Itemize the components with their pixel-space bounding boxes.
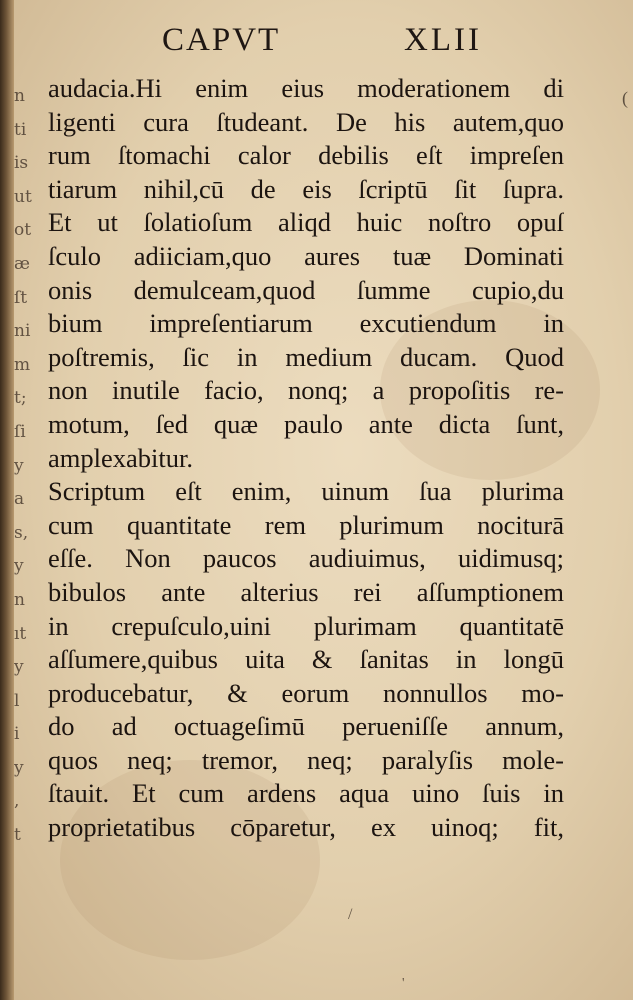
folio-number: XLII: [404, 22, 482, 58]
previous-page-fragment: s,: [14, 522, 29, 543]
previous-page-fragment: ni: [14, 321, 31, 342]
text-line: Scriptum eſt enim, uinum ſua plurima: [48, 476, 564, 507]
previous-page-fragment: n: [14, 589, 25, 610]
previous-page-fragment: æ: [14, 253, 30, 274]
text-line: ligenti cura ſtudeant. De his autem,quo: [48, 106, 564, 137]
previous-page-fragment: ıt: [14, 623, 27, 644]
previous-page-fragment: y: [14, 556, 24, 577]
text-line: do ad octuageſimū perueniſſe annum,: [48, 711, 564, 742]
text-line: quos neq; tremor, neq; paralyſis mole-: [48, 744, 564, 775]
text-line: non inutile facio, nonq; a propoſitis re-: [48, 375, 564, 406]
text-line: ſculo adiiciam,quo aures tuæ Dominati: [48, 240, 564, 271]
text-line: ſtauit. Et cum ardens aqua uino ſuis in: [48, 778, 564, 809]
previous-page-fragment: y: [14, 455, 24, 476]
previous-page-fragment: ti: [14, 119, 27, 140]
previous-page-fragment: ot: [14, 220, 32, 241]
previous-page-fragments: [14, 80, 34, 853]
running-head: CAPVT: [162, 22, 281, 58]
text-line: in crepuſculo,uini plurimam quantitatē: [48, 610, 564, 641]
margin-mark-bottom-small: ': [402, 976, 405, 991]
text-line: onis demulceam,quod ſumme cupio,du: [48, 274, 564, 305]
previous-page-fragment: n: [14, 86, 25, 106]
text-line: eſſe. Non paucos audiuimus, uidimusq;: [48, 543, 564, 574]
text-line: poſtremis, ſic in medium ducam. Quod: [48, 341, 564, 372]
text-line: amplexabitur.: [48, 442, 193, 473]
margin-mark-right: (: [622, 88, 628, 108]
binding-gutter: [0, 0, 14, 1000]
previous-page-fragment: y: [14, 757, 24, 778]
text-line: audacia.Hi enim eius moderationem di: [48, 73, 564, 103]
text-line: cum quantitate rem plurimum nociturā: [48, 509, 564, 540]
text-line: motum, ſed quæ paulo ante dicta ſunt,: [48, 408, 564, 439]
previous-page-fragment: t;: [14, 388, 27, 409]
text-line: producebatur, & eorum nonnullos mo-: [48, 677, 564, 708]
previous-page-fragment: t: [14, 825, 21, 846]
previous-page-fragment: ut: [14, 186, 32, 207]
body-text: [48, 72, 564, 845]
page-header: [0, 22, 633, 66]
previous-page-fragment: is: [14, 153, 29, 174]
text-line: Et ut ſolatioſum aliqd huic noſtro opuſ: [48, 207, 564, 238]
text-line: bium impreſentiarum excutiendum in: [48, 308, 564, 339]
previous-page-fragment: ſt: [14, 287, 28, 308]
previous-page-fragment: ſi: [14, 421, 26, 442]
previous-page-fragment: a: [14, 489, 25, 510]
text-line: rum ſtomachi calor debilis eſt impreſen: [48, 140, 564, 171]
text-line: bibulos ante alterius rei aſſumptionem: [48, 576, 564, 607]
text-line: aſſumere,quibus uita & ſanitas in longū: [48, 644, 564, 675]
previous-page-fragment: m: [14, 354, 31, 375]
previous-page-fragment: ,: [14, 791, 20, 812]
previous-page-fragment: i: [14, 724, 20, 745]
margin-mark-bottom: /: [348, 906, 353, 923]
text-line: tiarum nihil,cū de eis ſcriptū ſit ſupra.: [48, 173, 564, 204]
previous-page-fragment: l: [14, 690, 20, 711]
previous-page-fragment: y: [14, 657, 24, 678]
text-line: proprietatibus cōparetur, ex uinoq; fit,: [48, 812, 564, 843]
